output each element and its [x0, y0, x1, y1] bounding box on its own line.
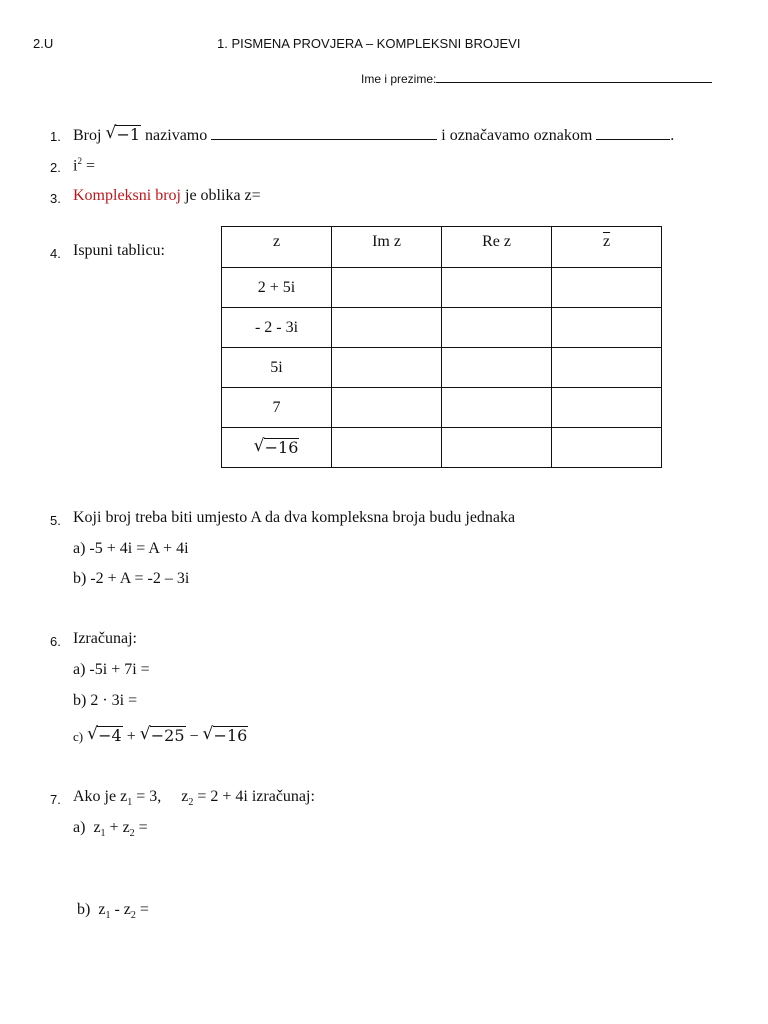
header-z: z — [222, 227, 332, 268]
answer-cell[interactable] — [552, 388, 662, 428]
operator: - z — [110, 901, 131, 918]
z-var: z — [93, 819, 101, 836]
q7-value-2: = 2 + 4i izračunaj: — [193, 788, 315, 805]
q1-blank-symbol[interactable] — [596, 127, 670, 140]
radicand: −1 — [116, 125, 141, 144]
q6-c-label: c) — [73, 729, 84, 744]
radicand: −16 — [213, 726, 248, 745]
radicand: −4 — [98, 726, 122, 745]
equals: = — [135, 901, 149, 918]
answer-cell[interactable] — [442, 428, 552, 468]
answer-cell[interactable] — [552, 268, 662, 308]
operator: + z — [105, 819, 130, 836]
z-var: z — [98, 901, 106, 918]
q7-a — [73, 819, 148, 839]
question-2 — [73, 156, 95, 175]
q7-b — [77, 901, 149, 921]
plus-sign: + — [126, 728, 136, 745]
q3-red-term: Kompleksni broj — [73, 187, 181, 204]
question-1 — [73, 125, 674, 145]
table-row — [222, 308, 662, 348]
answer-cell[interactable] — [332, 308, 442, 348]
answer-cell[interactable] — [552, 308, 662, 348]
answer-cell[interactable] — [332, 348, 442, 388]
q7-z2: z — [181, 788, 189, 805]
q5-number: 5. — [50, 513, 61, 528]
q6-number: 6. — [50, 634, 61, 649]
table-row — [222, 348, 662, 388]
q5-a: a) -5 + 4i = A + 4i — [73, 540, 189, 557]
answer-cell[interactable] — [442, 388, 552, 428]
row-value: - 2 - 3i — [222, 308, 332, 348]
answer-cell[interactable] — [442, 348, 552, 388]
equals: = — [134, 819, 148, 836]
answer-cell[interactable] — [552, 428, 662, 468]
conjugate-symbol: $\overline{z}$ — [602, 233, 611, 250]
sqrt-expression: √ −16 — [202, 724, 248, 745]
page-title: 1. PISMENA PROVJERA – KOMPLEKSNI BROJEVI — [217, 36, 521, 51]
q7-a-label: a) — [73, 819, 86, 836]
class-label: 2.U — [33, 36, 54, 51]
q2-equals: = — [81, 157, 95, 175]
name-blank[interactable] — [436, 70, 712, 83]
answer-cell[interactable] — [332, 268, 442, 308]
sqrt-expression: √ −25 — [139, 724, 185, 745]
q6-c — [73, 726, 248, 746]
q6-text: Izračunaj: — [73, 630, 137, 647]
subscript: 1 — [105, 910, 111, 922]
row-value: 7 — [222, 388, 332, 428]
subscript: 2 — [129, 828, 135, 840]
q4-text: Ispuni tablicu: — [73, 242, 165, 259]
q1-text-post: i označavamo oznakom — [441, 127, 593, 144]
table-row — [222, 388, 662, 428]
header-im: Im z — [332, 227, 442, 268]
sqrt-expression: √ −1 — [105, 123, 141, 144]
table-row — [222, 268, 662, 308]
name-label: Ime i prezime: — [361, 72, 437, 86]
minus-sign: − — [189, 728, 199, 745]
subscript: 1 — [100, 828, 106, 840]
q7-value-1: = 3, — [132, 788, 162, 805]
q1-number: 1. — [50, 129, 61, 144]
answer-cell[interactable] — [442, 308, 552, 348]
sqrt-expression: √ −4 — [87, 724, 122, 745]
subscript: 1 — [127, 797, 133, 809]
table-header-row — [222, 227, 662, 268]
q2-number: 2. — [50, 160, 61, 175]
answer-cell[interactable] — [332, 388, 442, 428]
q6-b: b) 2 · 3i = — [73, 692, 138, 709]
subscript: 2 — [188, 797, 194, 809]
q7-b-label: b) — [77, 901, 91, 918]
complex-table — [221, 226, 662, 468]
row-value: 2 + 5i — [222, 268, 332, 308]
radicand: −25 — [150, 726, 185, 745]
q2-exponent: 2 — [77, 156, 82, 166]
q2-base: i — [73, 157, 78, 175]
q1-blank-name[interactable] — [211, 127, 437, 140]
row-value-sqrt — [222, 428, 332, 468]
q5-text: Koji broj treba biti umjesto A da dva kompleksna broja budu jednaka — [73, 509, 516, 526]
name-field[interactable] — [361, 70, 712, 86]
answer-cell[interactable] — [332, 428, 442, 468]
answer-cell[interactable] — [442, 268, 552, 308]
q1-text-mid: nazivamo — [145, 127, 208, 144]
header-conjugate — [552, 227, 662, 268]
subscript: 2 — [130, 910, 136, 922]
q3-number: 3. — [50, 191, 61, 206]
question-7 — [73, 788, 315, 808]
header-re: Re z — [442, 227, 552, 268]
q1-text-pre: Broj — [73, 127, 102, 144]
row-value: 5i — [222, 348, 332, 388]
q5-b: b) -2 + A = -2 – 3i — [73, 570, 190, 587]
q3-text: je oblika z= — [181, 187, 261, 204]
sqrt-expression: √ −16 — [253, 435, 299, 457]
answer-cell[interactable] — [552, 348, 662, 388]
q7-number: 7. — [50, 792, 61, 807]
q4-number: 4. — [50, 246, 61, 261]
q1-end: . — [670, 127, 675, 144]
table-row — [222, 428, 662, 468]
q7-pre: Ako je z — [73, 788, 128, 805]
radicand: −16 — [264, 437, 299, 457]
q6-a: a) -5i + 7i = — [73, 661, 150, 678]
question-3 — [73, 187, 261, 205]
